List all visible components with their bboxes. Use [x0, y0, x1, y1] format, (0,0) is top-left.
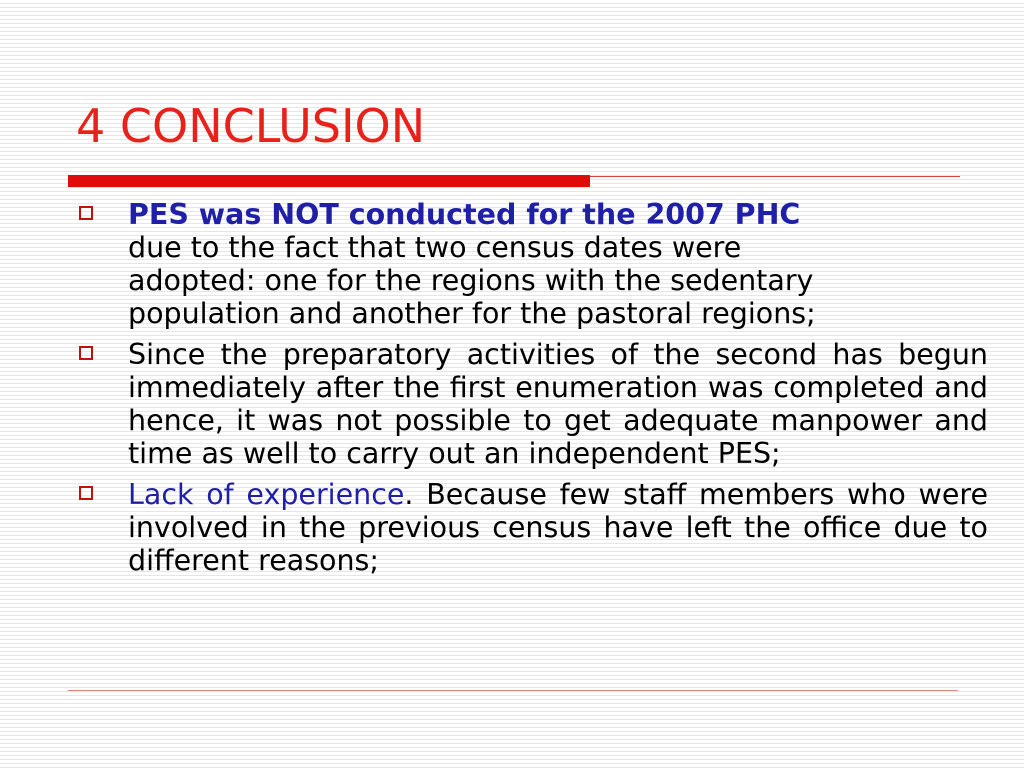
bullet-lead-lack-of-experience: Lack of experience — [128, 478, 405, 511]
title-underline-thick — [68, 175, 590, 187]
bullet-lead-pes: PES was NOT conducted for the 2007 PHC — [128, 198, 801, 231]
footer-rule — [68, 690, 958, 691]
bullet-item-pes-not-conducted — [76, 198, 988, 330]
square-bullet-icon — [79, 206, 93, 220]
square-bullet-icon — [79, 346, 93, 360]
square-bullet-icon — [79, 486, 93, 500]
bullet-text: Since the preparatory activities of the second has begun immediately after the first enumeration was completed and hence, it was not possible to get adequate manpower and time as well to carry out an independent PES; — [128, 338, 988, 470]
bullet-item-lack-of-experience — [76, 478, 988, 577]
bullet-line: due to the fact that two census dates were — [128, 231, 742, 264]
bullet-text: . Because few staff members who were involved in the previous census have left the office due to different reasons; — [128, 478, 988, 577]
bullet-list — [76, 198, 988, 585]
bullet-line: population and another for the pastoral regions; — [128, 297, 816, 330]
title-underline-thin — [590, 176, 960, 177]
bullet-line: adopted: one for the regions with the sedentary — [128, 264, 814, 297]
bullet-item-preparatory-activities — [76, 338, 988, 470]
slide-title: 4 CONCLUSION — [76, 99, 426, 153]
